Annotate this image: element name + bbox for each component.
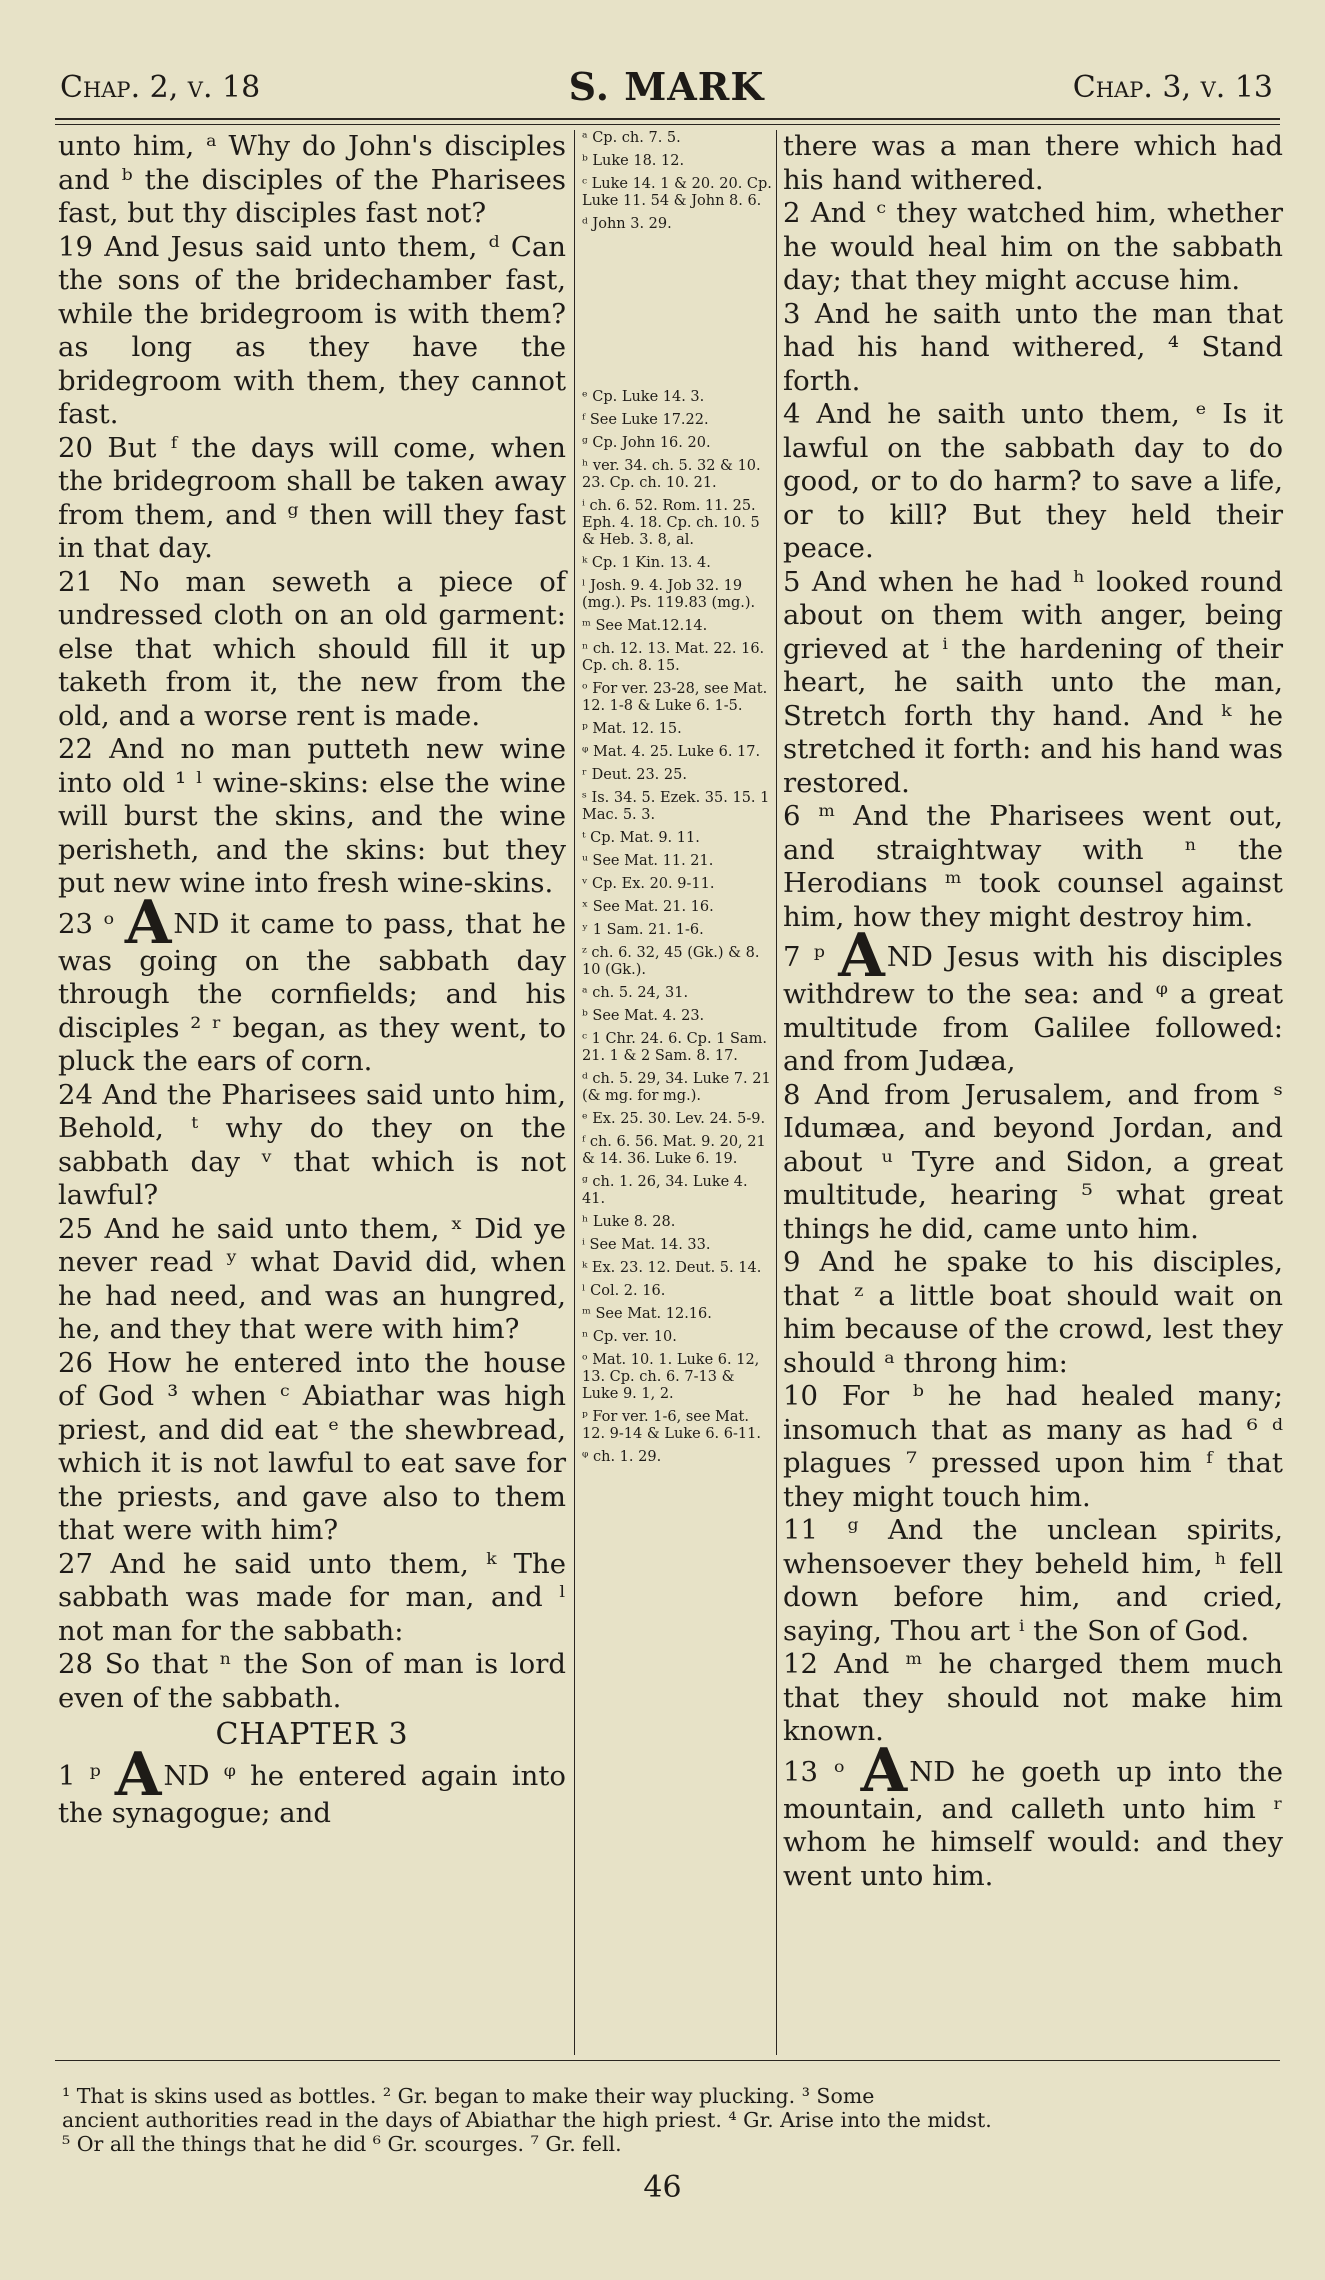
verse-paragraph: 25 And he said unto them, ˣ Did ye never read ʸ what David did, when he had need, and was an hungred, he, and they that were with him?: [58, 1212, 566, 1345]
drop-cap: A: [124, 887, 172, 958]
footnote-rule: [55, 2060, 1280, 2061]
cross-reference: ᵛ Cp. Ex. 20. 9-11.: [582, 876, 715, 892]
footnotes: [62, 2084, 1277, 2156]
verse-text: ND he goeth up into the mountain, and calleth unto him ʳ whom he himself would: and they went unto him.: [783, 1755, 1283, 1892]
cross-reference: ᵏ Cp. 1 Kin. 13. 4.: [582, 555, 711, 571]
footnote-line: ⁵ Or all the things that he did ⁶ Gr. scourges. ⁷ Gr. fell.: [62, 2132, 622, 2156]
page-number: 46: [643, 2170, 682, 2205]
section-start-paragraph: [58, 887, 566, 1079]
cross-reference: ᵍ ch. 1. 26, 34. Luke 4. 41.: [582, 1174, 748, 1207]
cross-reference: ⁱ See Mat. 14. 33.: [582, 1237, 711, 1253]
cross-reference: ˣ See Mat. 21. 16.: [582, 899, 714, 915]
cross-reference: ᶜ 1 Chr. 24. 6. Cp. 1 Sam. 21. 1 & 2 Sam. 8. 17.: [582, 1031, 767, 1064]
right-text-column: [783, 130, 1283, 1893]
cross-reference: ᵏ Ex. 23. 12. Deut. 5. 14.: [582, 1260, 762, 1276]
book-title: S. MARK: [568, 64, 765, 109]
cross-reference: ᶜ Luke 14. 1 & 20. 20. Cp. Luke 11. 54 & John 8. 6.: [582, 176, 772, 209]
column-divider-right: [776, 130, 777, 2055]
cross-reference: ᵠ Mat. 4. 25. Luke 6. 17.: [582, 744, 761, 760]
cross-reference: ʰ ver. 34. ch. 5. 32 & 10. 23. Cp. ch. 10. 21.: [582, 458, 761, 491]
verse-paragraph: 9 And he spake to his disciples, that ᶻ a little boat should wait on him because of the crowd, lest they should ᵃ throng him:: [783, 1246, 1283, 1379]
verse-paragraph: 12 And ᵐ he charged them much that they should not make him known.: [783, 1648, 1283, 1747]
left-text-column: [58, 130, 566, 1831]
verse-paragraph: there was a man there which had his hand withered.: [783, 130, 1283, 196]
cross-reference: ᵈ John 3. 29.: [582, 216, 672, 232]
verse-paragraph: 19 And Jesus said unto them, ᵈ Can the sons of the bridechamber fast, while the bridegroom is with them? as long as they have the bridegroom with them, they cannot fast.: [58, 230, 566, 430]
verse-paragraph: 11 ᵍ And the unclean spirits, whensoever they beheld him, ʰ fell down before him, and cried, saying, Thou art ⁱ the Son of God.: [783, 1514, 1283, 1647]
drop-cap: A: [860, 1735, 908, 1806]
verse-paragraph: 8 And from Jerusalem, and from ˢ Idumæa, and beyond Jordan, and about ᵘ Tyre and Sidon, a great multitude, hearing ⁵ what great things he did, came unto him.: [783, 1078, 1283, 1245]
section-start-paragraph: [783, 921, 1283, 1079]
verse-number: 23 ᵒ: [58, 907, 115, 940]
cross-reference: ⁿ Cp. ver. 10.: [582, 1329, 677, 1345]
cross-reference: ᵗ Cp. Mat. 9. 11.: [582, 830, 700, 846]
verse-paragraph: 6 ᵐ And the Pharisees went out, and straightway with ⁿ the Herodians ᵐ took counsel against him, how they might destroy him.: [783, 800, 1283, 933]
cross-reference: ᵇ Luke 18. 12.: [582, 153, 685, 169]
cross-reference-column: [582, 130, 772, 1472]
cross-reference: ʳ Deut. 23. 25.: [582, 767, 687, 783]
verse-paragraph: 28 So that ⁿ the Son of man is lord even of the sabbath.: [58, 1648, 566, 1714]
cross-reference: ᵘ See Mat. 11. 21.: [582, 853, 714, 869]
cross-reference: ᵍ Cp. John 16. 20.: [582, 435, 711, 451]
verse-paragraph: 27 And he said unto them, ᵏ The sabbath was made for man, and ˡ not man for the sabbath:: [58, 1547, 566, 1647]
drop-cap: A: [114, 1740, 162, 1810]
cross-reference: ᵐ See Mat.12.14.: [582, 618, 708, 634]
verse-paragraph: 21 No man seweth a piece of undressed cloth on an old garment: else that which should fill it up taketh from it, the new from the old, and a worse rent is made.: [58, 565, 566, 732]
verse-number: 13 ᵒ: [783, 1755, 845, 1788]
cross-reference: ᵐ See Mat. 12.16.: [582, 1306, 712, 1322]
cross-reference: ᵇ See Mat. 4. 23.: [582, 1008, 705, 1024]
header-right-reference: Chap. 3, v. 13: [1072, 70, 1273, 105]
verse-number: 7 ᵖ: [783, 941, 825, 973]
verse-paragraph: 24 And the Pharisees said unto him, Behold, ᵗ why do they on the sabbath day ᵛ that which is not lawful?: [58, 1078, 566, 1211]
cross-reference: ᵠ ch. 1. 29.: [582, 1449, 662, 1465]
verse-text: ND it came to pass, that he was going on the sabbath day through the cornfields; and his disciples ² ʳ began, as they went, to pluck the ears of corn.: [58, 907, 566, 1077]
verse-paragraph: unto him, ᵃ Why do John's disciples and ᵇ the disciples of the Pharisees fast, but thy disciples fast not?: [58, 130, 566, 229]
cross-reference: ᶠ See Luke 17.22.: [582, 412, 709, 428]
verse-paragraph: 3 And he saith unto the man that had his hand withered, ⁴ Stand forth.: [783, 297, 1283, 397]
cross-reference: ᵖ For ver. 1-6, see Mat. 12. 9-14 & Luke 6. 6-11.: [582, 1409, 761, 1442]
verse-paragraph: 4 And he saith unto them, ᵉ Is it lawful on the sabbath day to do good, or to do harm? to save a life, or to kill? But they held their peace.: [783, 398, 1283, 564]
running-header: [60, 60, 1273, 116]
verse-paragraph: 5 And when he had ʰ looked round about on them with anger, being grieved at ⁱ the hardening of their heart, he saith unto the man, Stretch forth thy hand. And ᵏ he stretched it forth: and his hand was restored.: [783, 565, 1283, 799]
section-start-paragraph: [783, 1735, 1283, 1894]
reference-gap: [582, 239, 772, 389]
verse-text: ND ᵠ he entered again into the synagogue; and: [58, 1760, 566, 1829]
cross-reference: ᵒ Mat. 10. 1. Luke 6. 12, 13. Cp. ch. 6. 7-13 & Luke 9. 1, 2.: [582, 1352, 760, 1402]
column-divider-left: [574, 130, 575, 2055]
header-rule: [55, 118, 1280, 120]
cross-reference: ᵉ Ex. 25. 30. Lev. 24. 5-9.: [582, 1111, 766, 1127]
verse-paragraph: 22 And no man putteth new wine into old ¹ ˡ wine-skins: else the wine will burst the skins, and the wine perisheth, and the skins: but they put new wine into fresh wine-skins.: [58, 733, 566, 899]
verse-paragraph: 26 How he entered into the house of God ³ when ᶜ Abiathar was high priest, and did eat ᵉ the shewbread, which it is not lawful to eat save for the priests, and gave also to them that were with him?: [58, 1346, 566, 1546]
cross-reference: ᵉ Cp. Luke 14. 3.: [582, 389, 705, 405]
cross-reference: ⁱ ch. 6. 52. Rom. 11. 25. Eph. 4. 18. Cp. ch. 10. 5 & Heb. 3. 8, al.: [582, 498, 760, 548]
drop-cap: A: [838, 921, 885, 991]
cross-reference: ᵒ For ver. 23-28, see Mat. 12. 1-8 & Luke 6. 1-5.: [582, 681, 768, 714]
cross-reference: ˢ Is. 34. 5. Ezek. 35. 15. 1 Mac. 5. 3.: [582, 790, 770, 823]
cross-reference: ʸ 1 Sam. 21. 1-6.: [582, 922, 704, 938]
cross-reference: ᵃ Cp. ch. 7. 5.: [582, 130, 681, 146]
cross-reference: ᵖ Mat. 12. 15.: [582, 721, 682, 737]
chapter-heading: CHAPTER 3: [215, 1717, 409, 1752]
cross-reference: ⁿ ch. 12. 13. Mat. 22. 16. Cp. ch. 8. 15.: [582, 641, 765, 674]
cross-reference: ᶠ ch. 6. 56. Mat. 9. 20, 21 & 14. 36. Luke 6. 19.: [582, 1134, 766, 1167]
section-start-paragraph: [58, 1740, 566, 1831]
footnote-line: ¹ That is skins used as bottles. ² Gr. began to make their way plucking. ³ Some: [62, 2084, 875, 2108]
cross-reference: ˡ Josh. 9. 4. Job 32. 19 (mg.). Ps. 119.83 (mg.).: [582, 578, 756, 611]
cross-reference: ᵈ ch. 5. 29, 34. Luke 7. 21 (& mg. for mg.).: [582, 1071, 771, 1104]
cross-reference: ᵃ ch. 5. 24, 31.: [582, 985, 689, 1001]
footnote-line: ancient authorities read in the days of Abiathar the high priest. ⁴ Gr. Arise into the midst.: [62, 2108, 992, 2132]
cross-reference: ˡ Col. 2. 16.: [582, 1283, 666, 1299]
verse-number: 1 ᵖ: [58, 1760, 101, 1792]
cross-reference: ᶻ ch. 6. 32, 45 (Gk.) & 8. 10 (Gk.).: [582, 945, 760, 978]
cross-reference: ʰ Luke 8. 28.: [582, 1214, 676, 1230]
verse-paragraph: 10 For ᵇ he had healed many; insomuch that as many as had ⁶ ᵈ plagues ⁷ pressed upon him ᶠ that they might touch him.: [783, 1380, 1283, 1513]
verse-paragraph: 2 And ᶜ they watched him, whether he would heal him on the sabbath day; that they might accuse him.: [783, 197, 1283, 296]
header-rule-thin: [55, 124, 1280, 125]
verse-text: ND Jesus with his disciples withdrew to the sea: and ᵠ a great multitude from Galilee followed: and from Judæa,: [783, 941, 1283, 1077]
verse-paragraph: 20 But ᶠ the days will come, when the bridegroom shall be taken away from them, and ᵍ then will they fast in that day.: [58, 431, 566, 564]
header-left-reference: Chap. 2, v. 18: [60, 70, 261, 105]
